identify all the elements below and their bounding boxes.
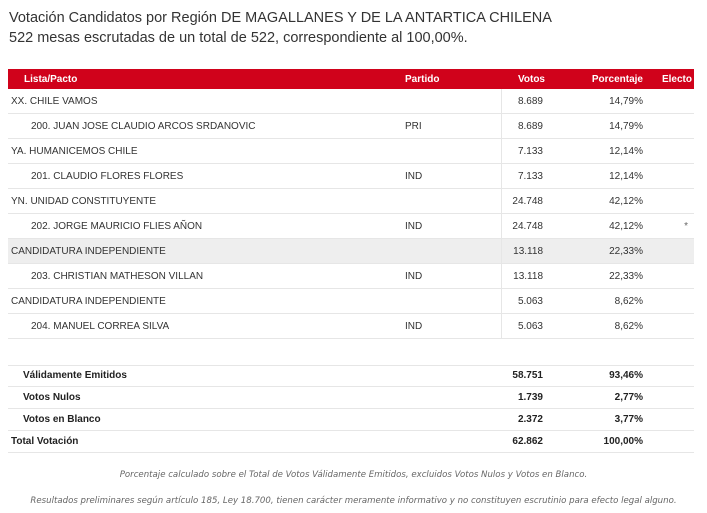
table-row bbox=[8, 289, 694, 314]
table-row bbox=[8, 189, 694, 214]
row-electo bbox=[643, 314, 694, 339]
page-title: Votación Candidatos por Región DE MAGALLANES Y DE LA ANTARTICA CHILENA bbox=[9, 10, 552, 26]
totals-row-validos bbox=[8, 365, 694, 387]
row-electo bbox=[643, 239, 694, 264]
totals-empty bbox=[405, 387, 501, 409]
footnote-percentage: Porcentaje calculado sobre el Total de Votos Válidamente Emitidos, excluidos Votos Nulos y Votos en Blanco. bbox=[119, 470, 588, 480]
totals-empty bbox=[643, 431, 694, 453]
row-partido bbox=[405, 239, 501, 264]
totals-porcentaje: 2,77% bbox=[557, 387, 643, 409]
column-header-lista: Lista/Pacto bbox=[8, 69, 405, 89]
column-header-votos: Votos bbox=[501, 69, 557, 89]
row-electo bbox=[643, 289, 694, 314]
row-name: CANDIDATURA INDEPENDIENTE bbox=[8, 239, 405, 264]
totals-label: Válidamente Emitidos bbox=[8, 365, 405, 387]
row-votos: 24.748 bbox=[501, 189, 557, 214]
totals-empty bbox=[643, 387, 694, 409]
totals-porcentaje: 100,00% bbox=[557, 431, 643, 453]
row-porcentaje: 42,12% bbox=[557, 214, 643, 239]
column-header-electo: Electo bbox=[643, 69, 694, 89]
page-subtitle: 522 mesas escrutadas de un total de 522, correspondiente al 100,00%. bbox=[9, 30, 468, 46]
totals-porcentaje: 3,77% bbox=[557, 409, 643, 431]
row-electo bbox=[643, 89, 694, 114]
totals-empty bbox=[643, 365, 694, 387]
row-name: 200. JUAN JOSE CLAUDIO ARCOS SRDANOVIC bbox=[8, 114, 405, 139]
row-porcentaje: 14,79% bbox=[557, 89, 643, 114]
row-electo bbox=[643, 189, 694, 214]
totals-table bbox=[8, 365, 694, 453]
totals-row-blanco bbox=[8, 409, 694, 431]
table-row bbox=[8, 89, 694, 114]
row-partido: PRI bbox=[405, 114, 501, 139]
column-header-partido: Partido bbox=[405, 69, 501, 89]
totals-label: Total Votación bbox=[8, 431, 405, 453]
row-partido bbox=[405, 89, 501, 114]
row-partido bbox=[405, 139, 501, 164]
spacer-row bbox=[8, 339, 694, 366]
row-porcentaje: 22,33% bbox=[557, 264, 643, 289]
row-name: YA. HUMANICEMOS CHILE bbox=[8, 139, 405, 164]
table-header-row bbox=[8, 69, 694, 89]
row-porcentaje: 12,14% bbox=[557, 164, 643, 189]
totals-votos: 1.739 bbox=[501, 387, 557, 409]
table-row bbox=[8, 214, 694, 239]
totals-votos: 2.372 bbox=[501, 409, 557, 431]
row-electo bbox=[643, 114, 694, 139]
table-row bbox=[8, 239, 694, 264]
row-votos: 5.063 bbox=[501, 289, 557, 314]
page-header bbox=[9, 8, 699, 48]
row-porcentaje: 12,14% bbox=[557, 139, 643, 164]
row-name: XX. CHILE VAMOS bbox=[8, 89, 405, 114]
row-name: YN. UNIDAD CONSTITUYENTE bbox=[8, 189, 405, 214]
spacer-cell bbox=[405, 339, 501, 366]
row-partido: IND bbox=[405, 264, 501, 289]
row-votos: 5.063 bbox=[501, 314, 557, 339]
row-porcentaje: 14,79% bbox=[557, 114, 643, 139]
results-table bbox=[8, 69, 694, 366]
table-row bbox=[8, 264, 694, 289]
spacer-cell bbox=[643, 339, 694, 366]
row-partido: IND bbox=[405, 314, 501, 339]
results-body bbox=[8, 89, 694, 366]
row-porcentaje: 8,62% bbox=[557, 314, 643, 339]
footnote-preliminary: Resultados preliminares según artículo 185, Ley 18.700, tienen carácter meramente informativo y no constituyen escrutinio para efecto legal alguno. bbox=[30, 496, 677, 506]
row-votos: 24.748 bbox=[501, 214, 557, 239]
totals-porcentaje: 93,46% bbox=[557, 365, 643, 387]
spacer-cell bbox=[557, 339, 643, 366]
row-porcentaje: 42,12% bbox=[557, 189, 643, 214]
totals-empty bbox=[405, 365, 501, 387]
table-row bbox=[8, 114, 694, 139]
totals-row-nulos bbox=[8, 387, 694, 409]
spacer-cell bbox=[8, 339, 405, 366]
row-votos: 13.118 bbox=[501, 264, 557, 289]
row-partido: IND bbox=[405, 214, 501, 239]
totals-label: Votos Nulos bbox=[8, 387, 405, 409]
totals-row-total bbox=[8, 431, 694, 453]
row-electo bbox=[643, 164, 694, 189]
totals-votos: 58.751 bbox=[501, 365, 557, 387]
row-partido bbox=[405, 289, 501, 314]
row-votos: 8.689 bbox=[501, 114, 557, 139]
row-porcentaje: 22,33% bbox=[557, 239, 643, 264]
row-name: 203. CHRISTIAN MATHESON VILLAN bbox=[8, 264, 405, 289]
table-row bbox=[8, 314, 694, 339]
row-votos: 13.118 bbox=[501, 239, 557, 264]
totals-empty bbox=[405, 409, 501, 431]
totals-label: Votos en Blanco bbox=[8, 409, 405, 431]
row-partido bbox=[405, 189, 501, 214]
totals-empty bbox=[643, 409, 694, 431]
row-votos: 7.133 bbox=[501, 139, 557, 164]
row-name: 201. CLAUDIO FLORES FLORES bbox=[8, 164, 405, 189]
row-electo bbox=[643, 264, 694, 289]
row-votos: 7.133 bbox=[501, 164, 557, 189]
spacer-cell bbox=[501, 339, 557, 366]
totals-votos: 62.862 bbox=[501, 431, 557, 453]
totals-empty bbox=[405, 431, 501, 453]
elected-marker: * bbox=[643, 214, 694, 239]
row-votos: 8.689 bbox=[501, 89, 557, 114]
table-row bbox=[8, 139, 694, 164]
table-row bbox=[8, 164, 694, 189]
row-partido: IND bbox=[405, 164, 501, 189]
row-name: 204. MANUEL CORREA SILVA bbox=[8, 314, 405, 339]
row-name: CANDIDATURA INDEPENDIENTE bbox=[8, 289, 405, 314]
row-electo bbox=[643, 139, 694, 164]
column-header-porcentaje: Porcentaje bbox=[557, 69, 643, 89]
row-name: 202. JORGE MAURICIO FLIES AÑON bbox=[8, 214, 405, 239]
row-porcentaje: 8,62% bbox=[557, 289, 643, 314]
